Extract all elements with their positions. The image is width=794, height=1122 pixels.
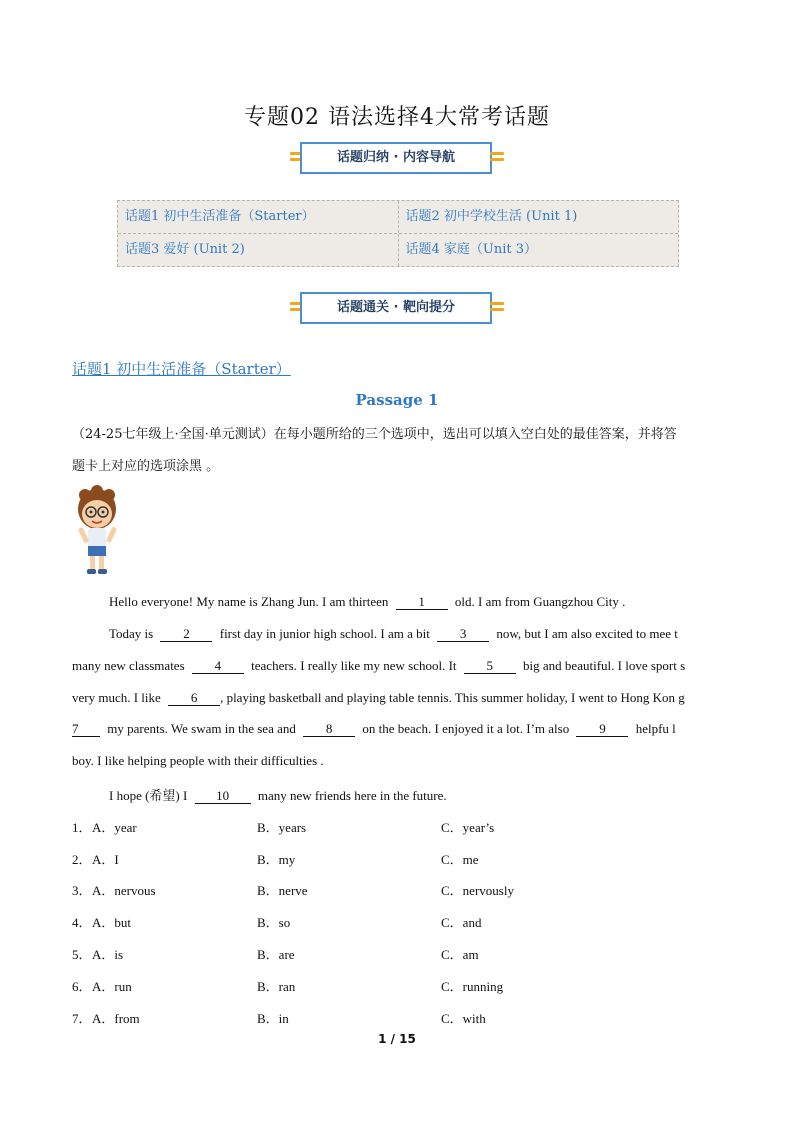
option-b[interactable]: B．ran bbox=[257, 979, 296, 994]
passage-text: first day in junior high school. I am a bit bbox=[219, 626, 430, 641]
banner-deco-right-icon bbox=[490, 302, 504, 314]
blank-10[interactable]: 10 bbox=[195, 789, 251, 804]
question-number: 7． bbox=[72, 1011, 92, 1026]
banner-label: 话题通关 · 靶向提分 bbox=[300, 292, 492, 324]
blank-2[interactable]: 2 bbox=[160, 627, 212, 642]
passage-text: Today is bbox=[109, 626, 154, 641]
option-a[interactable]: A．from bbox=[92, 1011, 140, 1026]
passage-text: boy. I like helping people with their difficulties . bbox=[72, 753, 324, 768]
option-a[interactable]: A．is bbox=[92, 947, 124, 962]
option-c[interactable]: C．and bbox=[441, 915, 482, 930]
option-c[interactable]: C．am bbox=[441, 947, 479, 962]
section-banner-practice bbox=[290, 292, 504, 326]
question-row bbox=[72, 976, 722, 996]
passage-text: many new classmates bbox=[72, 658, 185, 673]
option-c[interactable]: C．year’s bbox=[441, 820, 495, 835]
option-b[interactable]: B．are bbox=[257, 947, 295, 962]
passage-text: helpfu l bbox=[635, 721, 676, 736]
blank-6[interactable]: 6 bbox=[168, 691, 220, 706]
passage-line bbox=[109, 785, 447, 804]
blank-5[interactable]: 5 bbox=[464, 659, 516, 674]
topic-1-heading[interactable]: 话题1 初中生活准备（Starter） bbox=[72, 360, 291, 378]
blank-8[interactable]: 8 bbox=[303, 722, 355, 737]
blank-7[interactable]: 7 bbox=[72, 722, 100, 737]
toc-link-topic-1[interactable]: 话题1 初中生活准备（Starter） bbox=[118, 201, 399, 233]
option-a[interactable]: A．year bbox=[92, 820, 137, 835]
passage-text: old. I am from Guangzhou City . bbox=[454, 594, 626, 609]
option-a[interactable]: A．nervous bbox=[92, 883, 156, 898]
passage-text: many new friends here in the future. bbox=[257, 788, 447, 803]
passage-line bbox=[109, 626, 678, 642]
passage-text: Hello everyone! My name is Zhang Jun. I am thirteen bbox=[109, 594, 389, 609]
toc-link-topic-2[interactable]: 话题2 初中学校生活 (Unit 1) bbox=[405, 209, 578, 224]
passage-text: I hope (希望) I bbox=[109, 788, 188, 803]
topic-table-of-contents bbox=[117, 200, 679, 267]
option-c[interactable]: C．running bbox=[441, 979, 504, 994]
passage-text: on the beach. I enjoyed it a lot. I’m also bbox=[362, 721, 570, 736]
blank-9[interactable]: 9 bbox=[576, 722, 628, 737]
option-c[interactable]: C．nervously bbox=[441, 883, 514, 898]
passage-text: , playing basketball and playing table tennis. This summer holiday, I went to Hong Kon g bbox=[220, 690, 685, 705]
passage-text: my parents. We swam in the sea and bbox=[107, 721, 296, 736]
option-b[interactable]: B．my bbox=[257, 852, 296, 867]
passage-text: big and beautiful. I love sport s bbox=[523, 658, 686, 673]
question-number: 6． bbox=[72, 979, 92, 994]
question-row bbox=[72, 1008, 722, 1028]
question-number: 4． bbox=[72, 915, 92, 930]
toc-link-topic-3[interactable]: 话题3 爱好 (Unit 2) bbox=[118, 234, 399, 266]
passage-line bbox=[72, 721, 676, 737]
option-b[interactable]: B．in bbox=[257, 1011, 289, 1026]
question-row bbox=[72, 817, 722, 837]
question-number: 3． bbox=[72, 883, 92, 898]
boy-cartoon-image bbox=[72, 485, 124, 577]
question-row bbox=[72, 912, 722, 932]
option-c[interactable]: C．me bbox=[441, 852, 479, 867]
option-c[interactable]: C．with bbox=[441, 1011, 486, 1026]
option-a[interactable]: A．run bbox=[92, 979, 132, 994]
passage-text: very much. I like bbox=[72, 690, 161, 705]
passage-text: teachers. I really like my new school. It bbox=[251, 658, 457, 673]
instruction-line-2: 题卡上对应的选项涂黑 。 bbox=[72, 459, 220, 474]
option-a[interactable]: A．but bbox=[92, 915, 132, 930]
question-number: 2． bbox=[72, 852, 92, 867]
question-row bbox=[72, 849, 722, 869]
toc-row bbox=[118, 234, 678, 266]
option-b[interactable]: B．nerve bbox=[257, 883, 308, 898]
banner-deco-right-icon bbox=[490, 152, 504, 164]
option-b[interactable]: B．so bbox=[257, 915, 291, 930]
option-b[interactable]: B．years bbox=[257, 820, 307, 835]
banner-label: 话题归纳 · 内容导航 bbox=[300, 142, 492, 174]
question-number: 5． bbox=[72, 947, 92, 962]
question-row bbox=[72, 944, 722, 964]
section-banner-navigation bbox=[290, 142, 504, 176]
passage-text: now, but I am also excited to mee t bbox=[496, 626, 678, 641]
blank-4[interactable]: 4 bbox=[192, 659, 244, 674]
option-a[interactable]: A．I bbox=[92, 852, 119, 867]
page-title: 专题02 语法选择4大常考话题 bbox=[244, 105, 550, 130]
blank-1[interactable]: 1 bbox=[396, 595, 448, 610]
passage-title: Passage 1 bbox=[355, 391, 439, 409]
passage-line bbox=[72, 658, 685, 674]
passage-line bbox=[72, 690, 685, 706]
instruction-line-1: （24-25七年级上·全国·单元测试）在每小题所给的三个选项中，选出可以填入空白处的最佳答案，并将答 bbox=[72, 427, 677, 442]
passage-line bbox=[109, 594, 625, 610]
passage-line bbox=[72, 753, 324, 769]
toc-row bbox=[118, 201, 678, 234]
page-number: 1 / 15 bbox=[378, 1032, 416, 1046]
toc-link-topic-4[interactable]: 话题4 家庭（Unit 3） bbox=[405, 242, 538, 257]
question-number: 1． bbox=[72, 820, 92, 835]
blank-3[interactable]: 3 bbox=[437, 627, 489, 642]
question-row bbox=[72, 880, 722, 900]
